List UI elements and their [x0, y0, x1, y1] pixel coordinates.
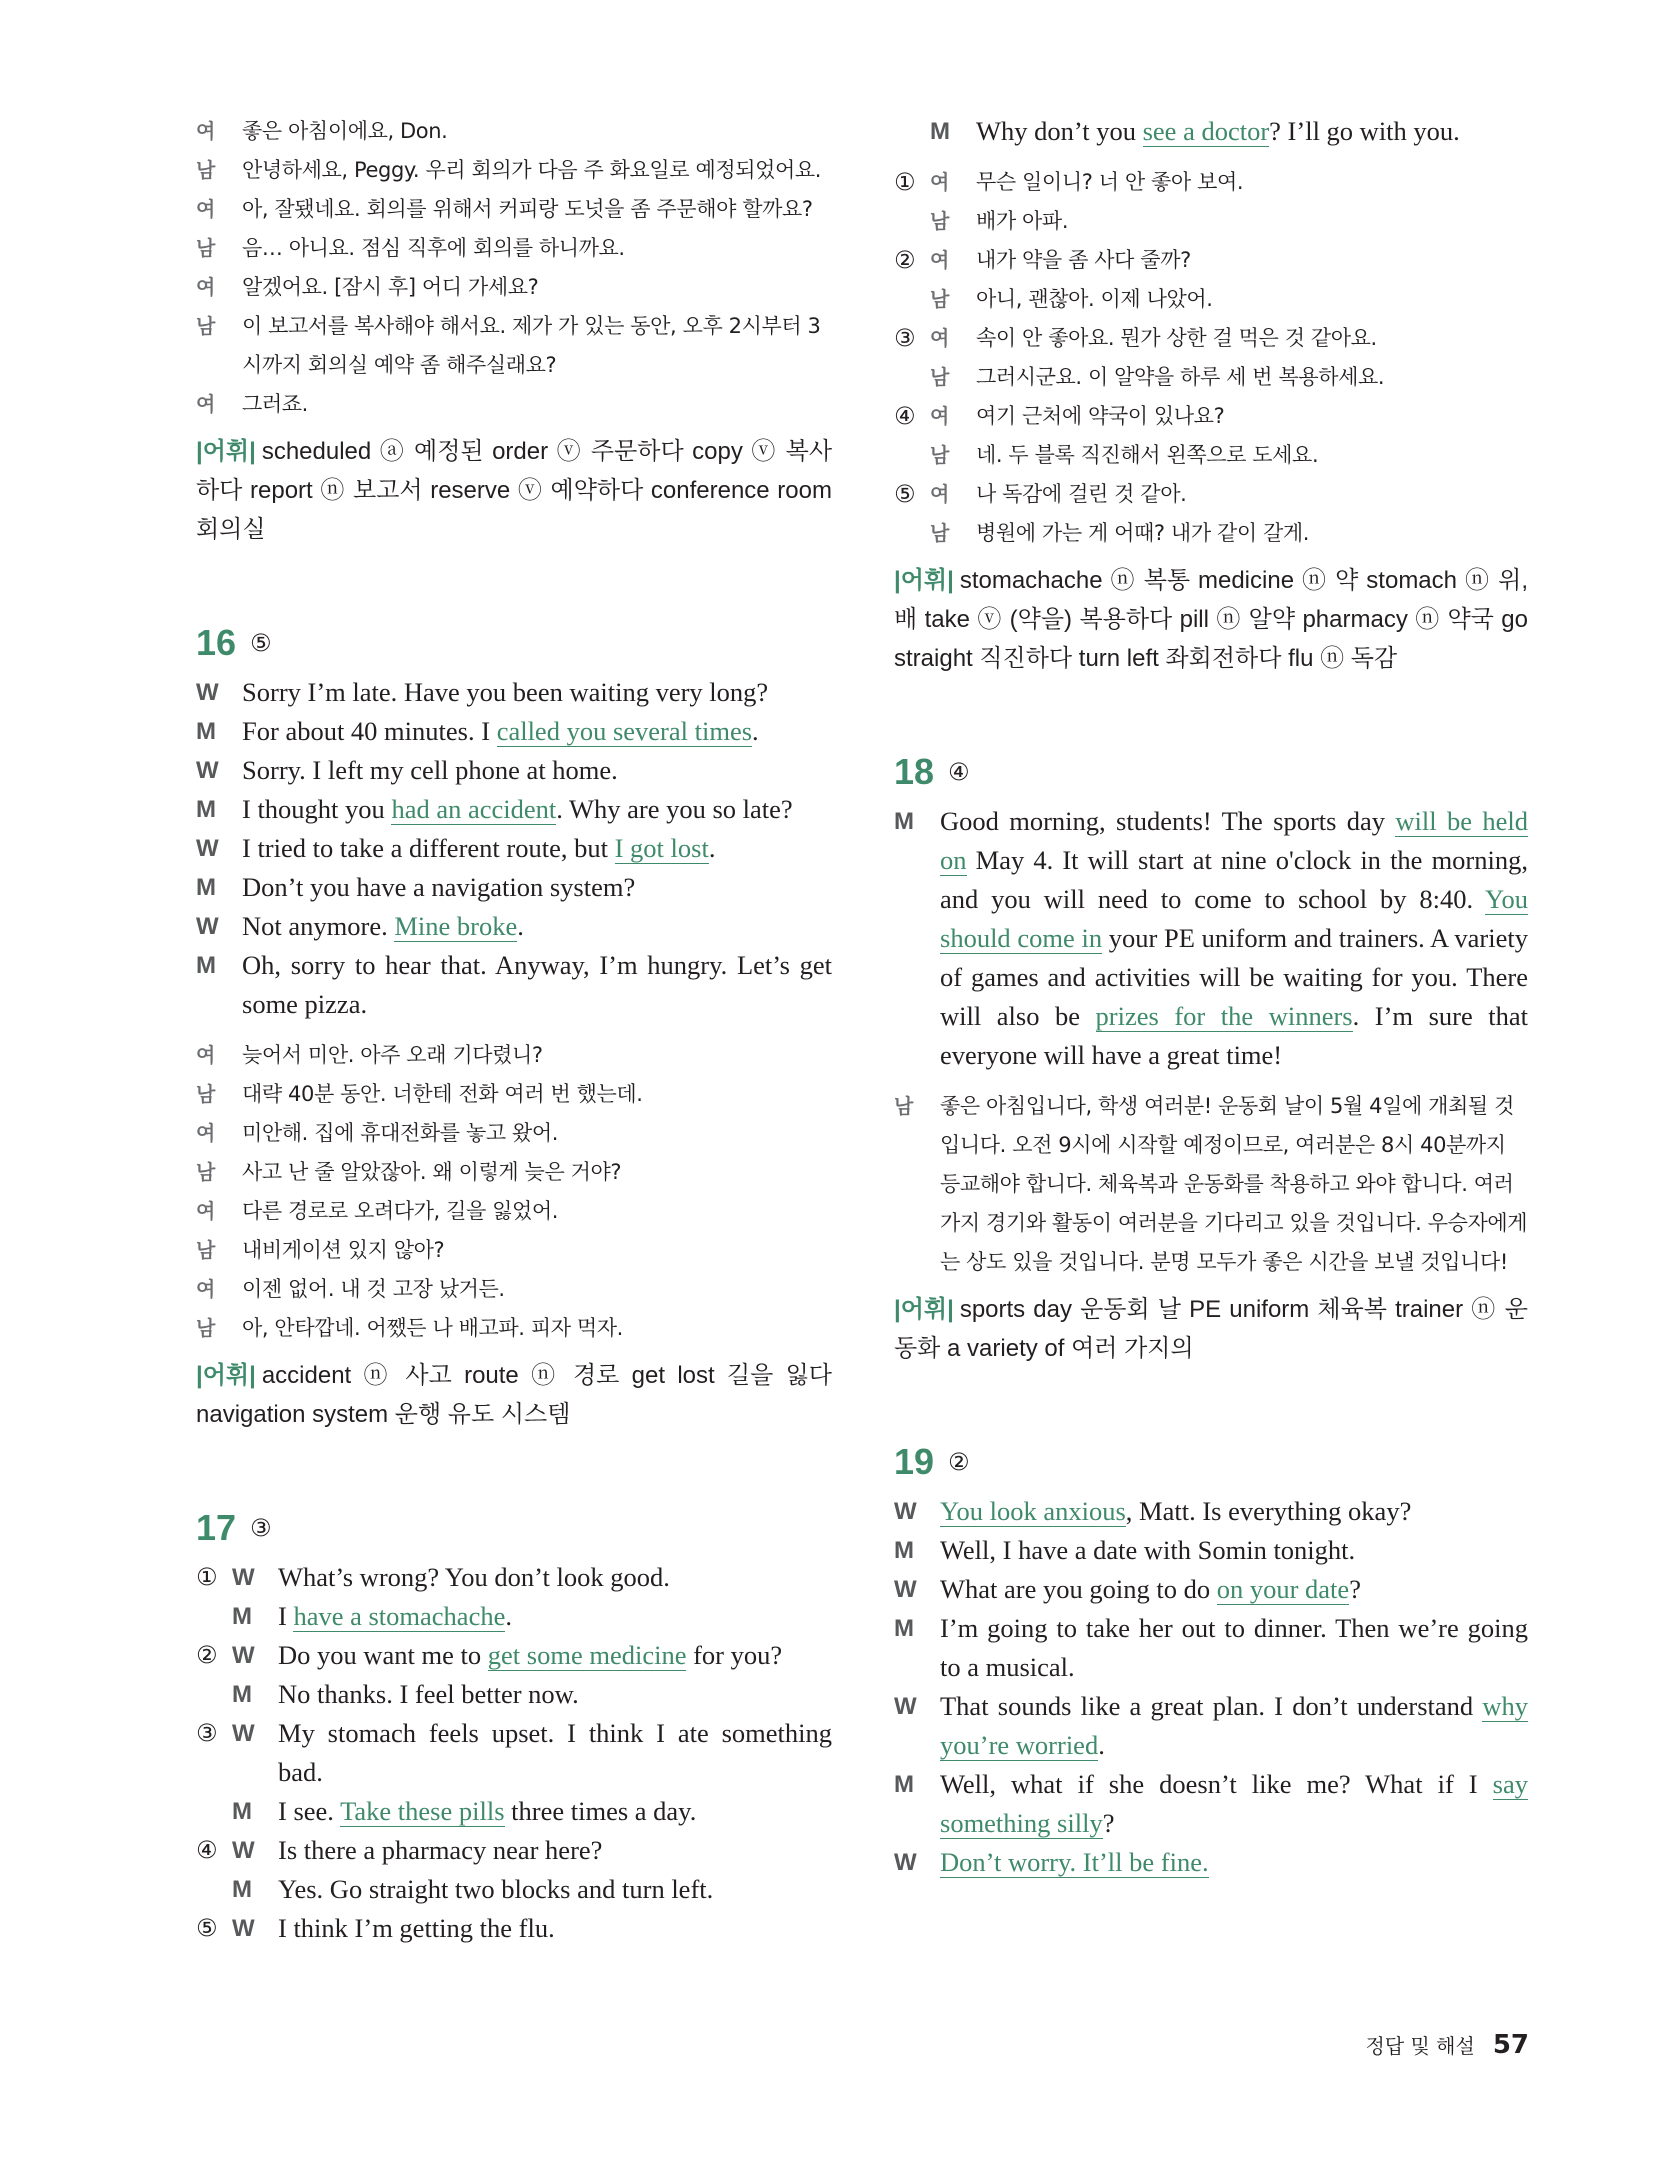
vocab-label: |어휘| — [894, 567, 954, 594]
dialogue-text — [940, 1570, 1528, 1609]
dialogue-line — [196, 1870, 832, 1909]
translation-text: 아, 안타깝네. 어쨌든 나 배고파. 피자 먹자. — [242, 1316, 623, 1340]
text-segment: Don’t you have a navigation system? — [242, 872, 636, 902]
text-segment: ? I’ll go with you. — [1269, 116, 1460, 146]
translation-text: 아니, 괜찮아. 이제 나았어. — [976, 287, 1213, 311]
q17-korean-dialogue — [894, 163, 1528, 553]
text-segment: ? — [1102, 1808, 1115, 1838]
q17-vocab — [894, 561, 1528, 678]
right-column — [894, 112, 1528, 1882]
translation-text: 늦어서 미안. 아주 오래 기다렸니? — [242, 1043, 543, 1067]
highlighted-phrase: why you’re worried — [940, 1691, 1528, 1760]
highlighted-phrase: prizes for the winners — [1095, 1001, 1353, 1031]
translation-text: 내비게이션 있지 않아? — [242, 1238, 445, 1262]
dialogue-line — [894, 1609, 1528, 1687]
speaker-label: 여 — [930, 404, 949, 428]
q16-english-dialogue — [196, 673, 832, 1024]
translation-line — [196, 1270, 832, 1309]
dialogue-text — [976, 112, 1528, 151]
q19-english-dialogue — [894, 1492, 1528, 1882]
text-segment: Well, what if she doesn’t like me? What if I — [940, 1769, 1493, 1799]
translation-text: 그러죠. — [242, 392, 308, 416]
speaker-label: W — [196, 679, 219, 706]
dialogue-text — [242, 673, 832, 712]
translation-line — [894, 358, 1528, 397]
q15-korean-dialogue — [196, 112, 832, 424]
speaker-label: 여 — [196, 197, 215, 221]
translation-line — [894, 202, 1528, 241]
translation-text: 대략 40분 동안. 너한테 전화 여러 번 했는데. — [242, 1082, 643, 1106]
dialogue-text — [242, 829, 832, 868]
highlighted-phrase: I got lost — [614, 833, 709, 863]
speaker-label: 남 — [196, 1082, 215, 1106]
translation-line — [196, 112, 832, 151]
highlighted-phrase: had an accident — [391, 794, 557, 824]
translation-line — [196, 190, 832, 229]
speaker-label: 남 — [196, 1160, 215, 1184]
speaker-label: M — [894, 1537, 914, 1564]
translation-line — [196, 1036, 832, 1075]
translation-text: 무슨 일이니? 너 안 좋아 보여. — [976, 170, 1244, 194]
speaker-label: 여 — [196, 392, 215, 416]
translation-line — [196, 307, 832, 385]
translation-line — [894, 475, 1528, 514]
speaker-label: 남 — [196, 158, 215, 182]
option-number: ⑤ — [894, 480, 916, 508]
dialogue-line — [196, 1597, 832, 1636]
translation-line — [196, 1309, 832, 1348]
dialogue-line — [894, 1492, 1528, 1531]
question-18 — [894, 750, 1528, 1368]
text-segment: your PE uniform and trainers. A variety of games and activities will be waiting for you. There will also be — [940, 923, 1528, 1031]
highlighted-phrase: called you several times — [496, 716, 753, 746]
question-number: 19 — [894, 1441, 935, 1482]
answer-number: ② — [948, 1448, 970, 1476]
text-segment: ? — [1349, 1574, 1361, 1604]
vocab-label: |어휘| — [196, 438, 256, 465]
translation-line — [196, 1231, 832, 1270]
vocab-label: |어휘| — [894, 1296, 954, 1323]
speaker-label: W — [232, 1915, 255, 1942]
q18-english-monologue — [894, 802, 1528, 1075]
speaker-label: W — [232, 1642, 255, 1669]
highlighted-phrase: will be held on — [940, 806, 1528, 875]
question-number: 18 — [894, 751, 935, 792]
text-segment: I’m going to take her out to dinner. Then we’re going to a musical. — [940, 1613, 1528, 1682]
dialogue-text — [278, 1792, 832, 1831]
translation-text: 미안해. 집에 휴대전화를 놓고 왔어. — [242, 1121, 559, 1145]
option-number: ① — [894, 168, 916, 196]
text-segment: . — [1098, 1730, 1105, 1760]
q15-vocab — [196, 432, 832, 549]
text-segment: For about 40 minutes. I — [242, 716, 497, 746]
text-segment: What’s wrong? You don’t look good. — [278, 1562, 670, 1592]
text-segment: Sorry. I left my cell phone at home. — [242, 755, 618, 785]
translation-line — [196, 1075, 832, 1114]
dialogue-line — [894, 1765, 1528, 1843]
dialogue-line — [196, 1558, 832, 1597]
speaker-label: 여 — [930, 248, 949, 272]
dialogue-line — [196, 868, 832, 907]
speaker-label: M — [196, 718, 216, 745]
speaker-label: M — [894, 1771, 914, 1798]
text-segment: Do you want me to — [278, 1640, 488, 1670]
translation-text: 병원에 가는 게 어때? 내가 같이 갈게. — [976, 521, 1310, 545]
speaker-label: M — [232, 1603, 252, 1630]
dialogue-text — [278, 1597, 832, 1636]
option-number: ① — [196, 1563, 218, 1591]
translation-text: 여기 근처에 약국이 있나요? — [976, 404, 1225, 428]
text-segment: That sounds like a great plan. I don’t understand — [940, 1691, 1483, 1721]
translation-line — [894, 1087, 1528, 1282]
text-segment: . I’m sure that everyone will have a great time! — [940, 1001, 1528, 1070]
speaker-label: W — [232, 1720, 255, 1747]
translation-line — [894, 514, 1528, 553]
translation-text: 나 독감에 걸린 것 같아. — [976, 482, 1187, 506]
option-number: ② — [894, 246, 916, 274]
vocab-text: accident ⓝ 사고 route ⓝ 경로 get lost 길을 잃다 navigation system 운행 유도 시스템 — [196, 1362, 832, 1428]
translation-line — [894, 397, 1528, 436]
vocab-text: stomachache ⓝ 복통 medicine ⓝ 약 stomach ⓝ 위, 배 take ⓥ (약을) 복용하다 pill ⓝ 알약 pharmacy ⓝ 약국 go straight 직진하다 turn left 좌회전하다 flu ⓝ 독감 — [894, 567, 1528, 672]
dialogue-line — [196, 751, 832, 790]
option-number: ② — [196, 1641, 218, 1669]
translation-line — [894, 280, 1528, 319]
option-number: ③ — [894, 324, 916, 352]
highlighted-phrase: on your date — [1216, 1574, 1350, 1604]
q18-vocab — [894, 1290, 1528, 1368]
dialogue-text — [278, 1714, 832, 1792]
highlighted-phrase: Mine broke — [394, 911, 518, 941]
translation-text: 알겠어요. [잠시 후] 어디 가세요? — [242, 275, 539, 299]
text-segment: What are you going to do — [940, 1574, 1217, 1604]
translation-text: 안녕하세요, Peggy. 우리 회의가 다음 주 화요일로 예정되었어요. — [242, 158, 822, 182]
text-segment: , Matt. Is everything okay? — [1125, 1496, 1412, 1526]
speaker-label: M — [196, 952, 216, 979]
q17-english-dialogue — [196, 1558, 832, 1948]
dialogue-line — [196, 790, 832, 829]
question-17 — [196, 1506, 832, 1948]
speaker-label: 여 — [930, 170, 949, 194]
text-segment: Yes. Go straight two blocks and turn left. — [278, 1874, 714, 1904]
translation-text: 아, 잘됐네요. 회의를 위해서 커피랑 도넛을 좀 주문해야 할까요? — [242, 197, 813, 221]
text-segment: I — [278, 1601, 294, 1631]
speaker-label: 남 — [930, 287, 949, 311]
speaker-label: 남 — [894, 1094, 913, 1118]
dialogue-text — [940, 1687, 1528, 1765]
footer-label: 정답 및 해설 — [1365, 2034, 1475, 2058]
dialogue-line — [196, 1636, 832, 1675]
speaker-label: 여 — [930, 482, 949, 506]
dialogue-text — [278, 1558, 832, 1597]
speaker-label: M — [894, 808, 914, 835]
highlighted-phrase: You look anxious — [940, 1496, 1126, 1526]
text-segment: . — [505, 1601, 512, 1631]
vocab-text: scheduled ⓐ 예정된 order ⓥ 주문하다 copy ⓥ 복사하다 report ⓝ 보고서 reserve ⓥ 예약하다 conference room 회의실 — [196, 438, 832, 543]
translation-line — [196, 1114, 832, 1153]
dialogue-line — [196, 1831, 832, 1870]
dialogue-text — [940, 1609, 1528, 1687]
speaker-label: 남 — [930, 443, 949, 467]
translation-line — [196, 1192, 832, 1231]
answer-number: ③ — [250, 1514, 272, 1542]
translation-line — [894, 163, 1528, 202]
highlighted-phrase: see a doctor — [1142, 116, 1270, 146]
text-segment: I see. — [278, 1796, 341, 1826]
speaker-label: 남 — [196, 1316, 215, 1340]
highlighted-phrase: Don’t worry. It’ll be fine. — [940, 1847, 1209, 1877]
dialogue-line — [894, 1687, 1528, 1765]
option-number: ④ — [196, 1836, 218, 1864]
speaker-label: W — [196, 835, 219, 862]
dialogue-text — [940, 1843, 1528, 1882]
question-number: 16 — [196, 622, 237, 663]
option-number: ⑤ — [196, 1914, 218, 1942]
answer-number: ④ — [948, 758, 970, 786]
speaker-label: M — [232, 1798, 252, 1825]
vocab-text: sports day 운동회 날 PE uniform 체육복 trainer ⓝ 운동화 a variety of 여러 가지의 — [894, 1296, 1528, 1362]
dialogue-text — [242, 868, 832, 907]
speaker-label: 여 — [930, 326, 949, 350]
text-segment: Sorry I’m late. Have you been waiting very long? — [242, 677, 769, 707]
speaker-label: W — [196, 757, 219, 784]
speaker-label: M — [930, 118, 950, 145]
speaker-label: 남 — [196, 314, 215, 338]
translation-line — [196, 1153, 832, 1192]
dialogue-text — [278, 1636, 832, 1675]
dialogue-text — [242, 946, 832, 1024]
highlighted-phrase: have a stomachache — [293, 1601, 506, 1631]
q18-korean-monologue — [894, 1087, 1528, 1282]
text-segment: for you? — [686, 1640, 783, 1670]
translation-line — [196, 151, 832, 190]
dialogue-line — [196, 1792, 832, 1831]
speaker-label: M — [232, 1876, 252, 1903]
highlighted-phrase: say something silly — [940, 1769, 1528, 1838]
speaker-label: 여 — [196, 1043, 215, 1067]
speaker-label: 여 — [196, 1277, 215, 1301]
text-segment: Not anymore. — [242, 911, 395, 941]
text-segment: May 4. It will start at nine o'clock in the morning, and you will need to come to school by 8:40. — [940, 845, 1528, 914]
speaker-label: 여 — [196, 275, 215, 299]
text-segment: No thanks. I feel better now. — [278, 1679, 579, 1709]
q16-korean-dialogue — [196, 1036, 832, 1348]
text-segment: Is there a pharmacy near here? — [278, 1835, 603, 1865]
translation-text: 이젠 없어. 내 것 고장 났거든. — [242, 1277, 505, 1301]
dialogue-text — [242, 790, 832, 829]
speaker-label: W — [196, 913, 219, 940]
text-segment: My stomach feels upset. I think I ate something bad. — [278, 1718, 832, 1787]
speaker-label: W — [894, 1849, 917, 1876]
translation-text: 좋은 아침입니다, 학생 여러분! 운동회 날이 5월 4일에 개최될 것입니다. 오전 9시에 시작할 예정이므로, 여러분은 8시 40분까지 등교해야 합니다. 체육복과 운동화를 착용하고 와야 합니다. 여러 가지 경기와 활동이 여러분을 기다리고 있을 것입니다. 우승자에게는 상도 있을 것입니다. 분명 모두가 좋은 시간을 보낼 것입니다! — [940, 1094, 1528, 1274]
option-number: ③ — [196, 1719, 218, 1747]
speaker-label: 여 — [196, 1121, 215, 1145]
q17-english-continued — [894, 112, 1528, 151]
text-segment: I thought you — [242, 794, 392, 824]
dialogue-text — [242, 907, 832, 946]
translation-text: 속이 안 좋아요. 뭔가 상한 걸 먹은 것 같아요. — [976, 326, 1377, 350]
text-segment: Oh, sorry to hear that. Anyway, I’m hungry. Let’s get some pizza. — [242, 950, 832, 1019]
translation-line — [894, 241, 1528, 280]
text-segment: . — [517, 911, 524, 941]
speaker-label: W — [232, 1564, 255, 1591]
text-segment: three times a day. — [504, 1796, 697, 1826]
text-segment: I tried to take a different route, but — [242, 833, 615, 863]
dialogue-text — [940, 802, 1528, 1075]
translation-line — [196, 385, 832, 424]
speaker-label: 여 — [196, 119, 215, 143]
left-column — [196, 112, 832, 1948]
dialogue-text — [278, 1870, 832, 1909]
speaker-label: 남 — [196, 1238, 215, 1262]
translation-text: 음… 아니요. 점심 직후에 회의를 하니까요. — [242, 236, 625, 260]
speaker-label: W — [894, 1576, 917, 1603]
dialogue-line — [894, 1531, 1528, 1570]
speaker-label: 여 — [196, 1199, 215, 1223]
translation-text: 내가 약을 좀 사다 줄까? — [976, 248, 1191, 272]
dialogue-line — [196, 829, 832, 868]
dialogue-text — [242, 712, 832, 751]
dialogue-line — [894, 1570, 1528, 1609]
dialogue-line — [894, 1843, 1528, 1882]
q16-vocab — [196, 1356, 832, 1434]
speaker-label: M — [196, 796, 216, 823]
dialogue-text — [940, 1531, 1528, 1570]
question-16 — [196, 621, 832, 1434]
translation-text: 사고 난 줄 알았잖아. 왜 이렇게 늦은 거야? — [242, 1160, 622, 1184]
translation-line — [196, 229, 832, 268]
dialogue-line — [894, 112, 1528, 151]
vocab-label: |어휘| — [196, 1362, 256, 1389]
translation-text: 이 보고서를 복사해야 해서요. 제가 가 있는 동안, 오후 2시부터 3시까지 회의실 예약 좀 해주실래요? — [242, 314, 821, 377]
translation-text: 배가 아파. — [976, 209, 1069, 233]
option-number: ④ — [894, 402, 916, 430]
speaker-label: 남 — [196, 236, 215, 260]
dialogue-text — [940, 1492, 1528, 1531]
dialogue-text — [278, 1831, 832, 1870]
text-segment: Why don’t you — [976, 116, 1143, 146]
text-segment: . — [708, 833, 716, 863]
translation-text: 그러시군요. 이 알약을 하루 세 번 복용하세요. — [976, 365, 1385, 389]
text-segment: Good morning, students! The sports day — [940, 806, 1396, 836]
speaker-label: M — [196, 874, 216, 901]
translation-line — [894, 436, 1528, 475]
highlighted-phrase: Take these pills — [340, 1796, 505, 1826]
dialogue-line — [196, 1675, 832, 1714]
translation-text: 다른 경로로 오려다가, 길을 잃었어. — [242, 1199, 559, 1223]
dialogue-line — [196, 1909, 832, 1948]
highlighted-phrase: get some medicine — [487, 1640, 687, 1670]
translation-line — [196, 268, 832, 307]
page-number: 57 — [1492, 2030, 1529, 2060]
speaker-label: 남 — [930, 209, 949, 233]
speaker-label: 남 — [930, 521, 949, 545]
speaker-label: M — [232, 1681, 252, 1708]
text-segment: . Why are you so late? — [556, 794, 793, 824]
text-segment: I think I’m getting the flu. — [278, 1913, 555, 1943]
text-segment: . — [752, 716, 759, 746]
speaker-label: W — [232, 1837, 255, 1864]
dialogue-line — [196, 907, 832, 946]
translation-line — [894, 319, 1528, 358]
speaker-label: W — [894, 1693, 917, 1720]
dialogue-line — [196, 946, 832, 1024]
text-segment: Well, I have a date with Somin tonight. — [940, 1535, 1356, 1565]
highlighted-phrase: You should come in — [940, 884, 1528, 953]
speaker-label: 남 — [930, 365, 949, 389]
question-number: 17 — [196, 1507, 237, 1548]
dialogue-text — [278, 1909, 832, 1948]
translation-text: 좋은 아침이에요, Don. — [242, 119, 448, 143]
dialogue-line — [196, 673, 832, 712]
dialogue-text — [242, 751, 832, 790]
dialogue-text — [940, 1765, 1528, 1843]
translation-text: 네. 두 블록 직진해서 왼쪽으로 도세요. — [976, 443, 1319, 467]
speaker-label: M — [894, 1615, 914, 1642]
dialogue-line — [196, 1714, 832, 1792]
page-footer — [1365, 2030, 1529, 2060]
speaker-label: W — [894, 1498, 917, 1525]
dialogue-line — [894, 802, 1528, 1075]
dialogue-text — [278, 1675, 832, 1714]
dialogue-line — [196, 712, 832, 751]
answer-number: ⑤ — [250, 629, 272, 657]
question-19 — [894, 1440, 1528, 1882]
